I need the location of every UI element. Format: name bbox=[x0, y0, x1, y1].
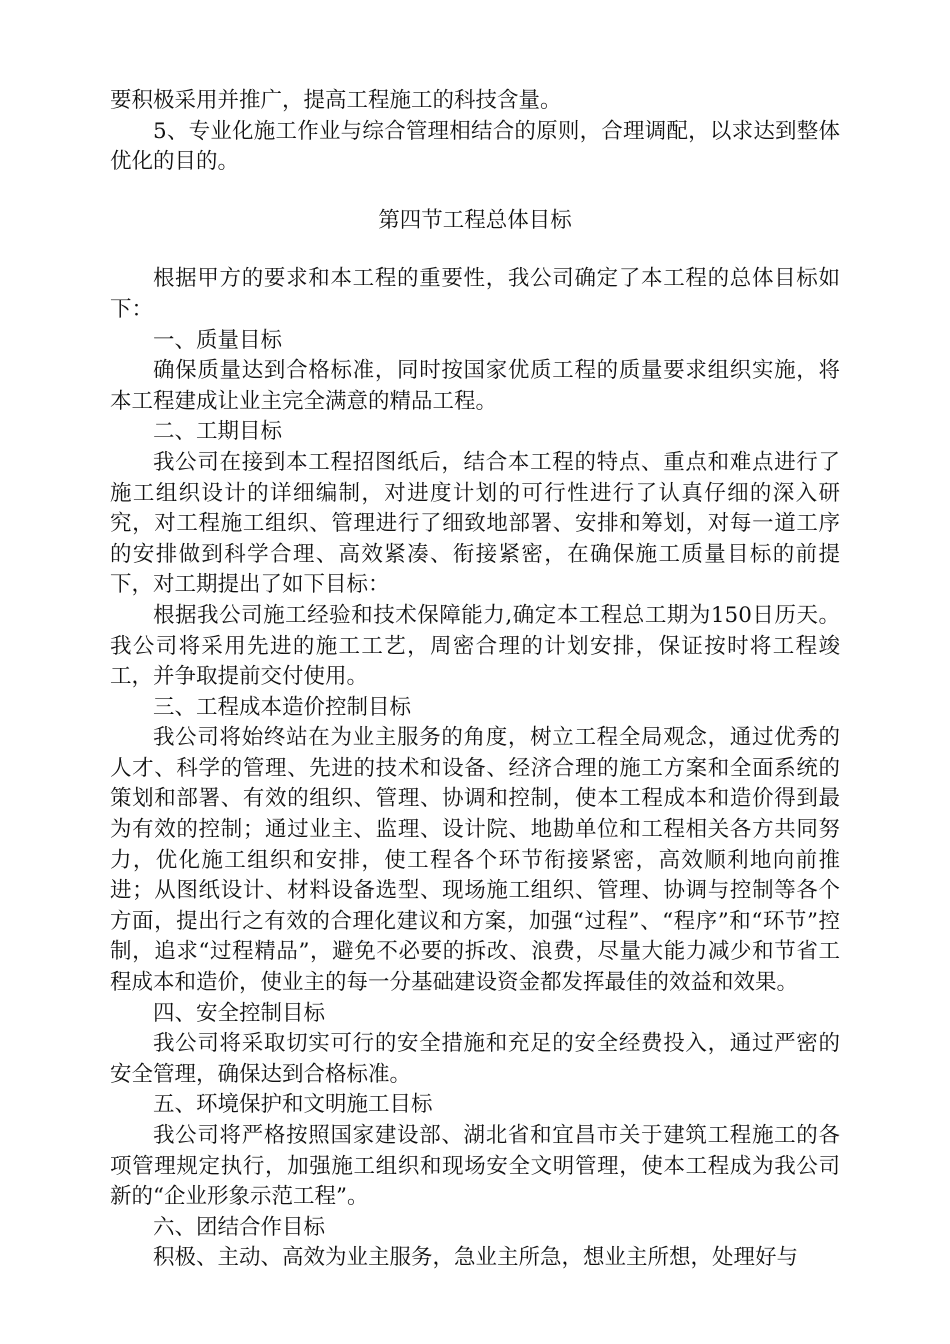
goal-body-cost: 我公司将始终站在为业主服务的角度，树立工程全局观念，通过优秀的人才、科学的管理、先进的技术和设备、经济合理的施工方案和全面系统的策划和部署、有效的组织、管理、协调和控制，使本工程成本和造价得到最为有效的控制；通过业主、监理、设计院、地勘单位和工程相关各方共同努力，优化施工组织和安排，使工程各个环节衔接紧密，高效顺利地向前推进；从图纸设计、材料设备选型、现场施工组织、管理、协调与控制等各个方面，提出行之有效的合理化建议和方案，加强“过程”、“程序”和“环节”控制，追求“过程精品”，避免不必要的拆改、浪费，尽量大能力减少和节省工程成本和造价，使业主的每一分基础建设资金都发挥最佳的效益和效果。 bbox=[110, 725, 840, 996]
goal-body-environment: 我公司将严格按照国家建设部、湖北省和宜昌市关于建筑工程施工的各项管理规定执行，加强施工组织和现场安全文明管理，使本工程成为我公司新的“企业形象示范工程”。 bbox=[110, 1123, 840, 1210]
intro-paragraph: 根据甲方的要求和本工程的重要性，我公司确定了本工程的总体目标如下： bbox=[110, 266, 840, 322]
goal-heading-safety: 四、安全控制目标 bbox=[153, 1000, 326, 1026]
goal-heading-schedule: 二、工期目标 bbox=[153, 419, 283, 445]
goal-body-safety: 我公司将采取切实可行的安全措施和充足的安全经费投入，通过严密的安全管理，确保达到合格标准。 bbox=[110, 1031, 840, 1087]
paragraph-continued: 要积极采用并推广，提高工程施工的科技含量。 bbox=[110, 88, 562, 113]
goal-heading-quality: 一、质量目标 bbox=[153, 327, 283, 353]
goal-body-cooperation: 积极、主动、高效为业主服务，急业主所急，想业主所想，处理好与 bbox=[153, 1245, 799, 1271]
goal-heading-environment: 五、环境保护和文明施工目标 bbox=[153, 1092, 433, 1118]
goal-heading-cost: 三、工程成本造价控制目标 bbox=[153, 694, 412, 720]
goal-body-schedule-1: 我公司在接到本工程招图纸后，结合本工程的特点、重点和难点进行了施工组织设计的详细编制，对进度计划的可行性进行了认真仔细的深入研究，对工程施工组织、管理进行了细致地部署、安排和筹划，对每一道工序的安排做到科学合理、高效紧凑、衔接紧密，在确保施工质量目标的前提下，对工期提出了如下目标： bbox=[110, 449, 840, 598]
principle-5-paragraph: 5、专业化施工作业与综合管理相结合的原则，合理调配，以求达到整体优化的目的。 bbox=[110, 118, 840, 175]
goal-heading-cooperation: 六、团结合作目标 bbox=[153, 1214, 326, 1240]
section-title: 第四节工程总体目标 bbox=[378, 207, 572, 233]
goal-body-quality: 确保质量达到合格标准，同时按国家优质工程的质量要求组织实施，将本工程建成让业主完全满意的精品工程。 bbox=[110, 358, 840, 414]
document-page bbox=[110, 86, 840, 1274]
goal-body-schedule-2: 根据我公司施工经验和技术保障能力,确定本工程总工期为150日历天。我公司将采用先进的施工工艺，周密合理的计划安排，保证按时将工程竣工，并争取提前交付使用。 bbox=[110, 602, 840, 690]
